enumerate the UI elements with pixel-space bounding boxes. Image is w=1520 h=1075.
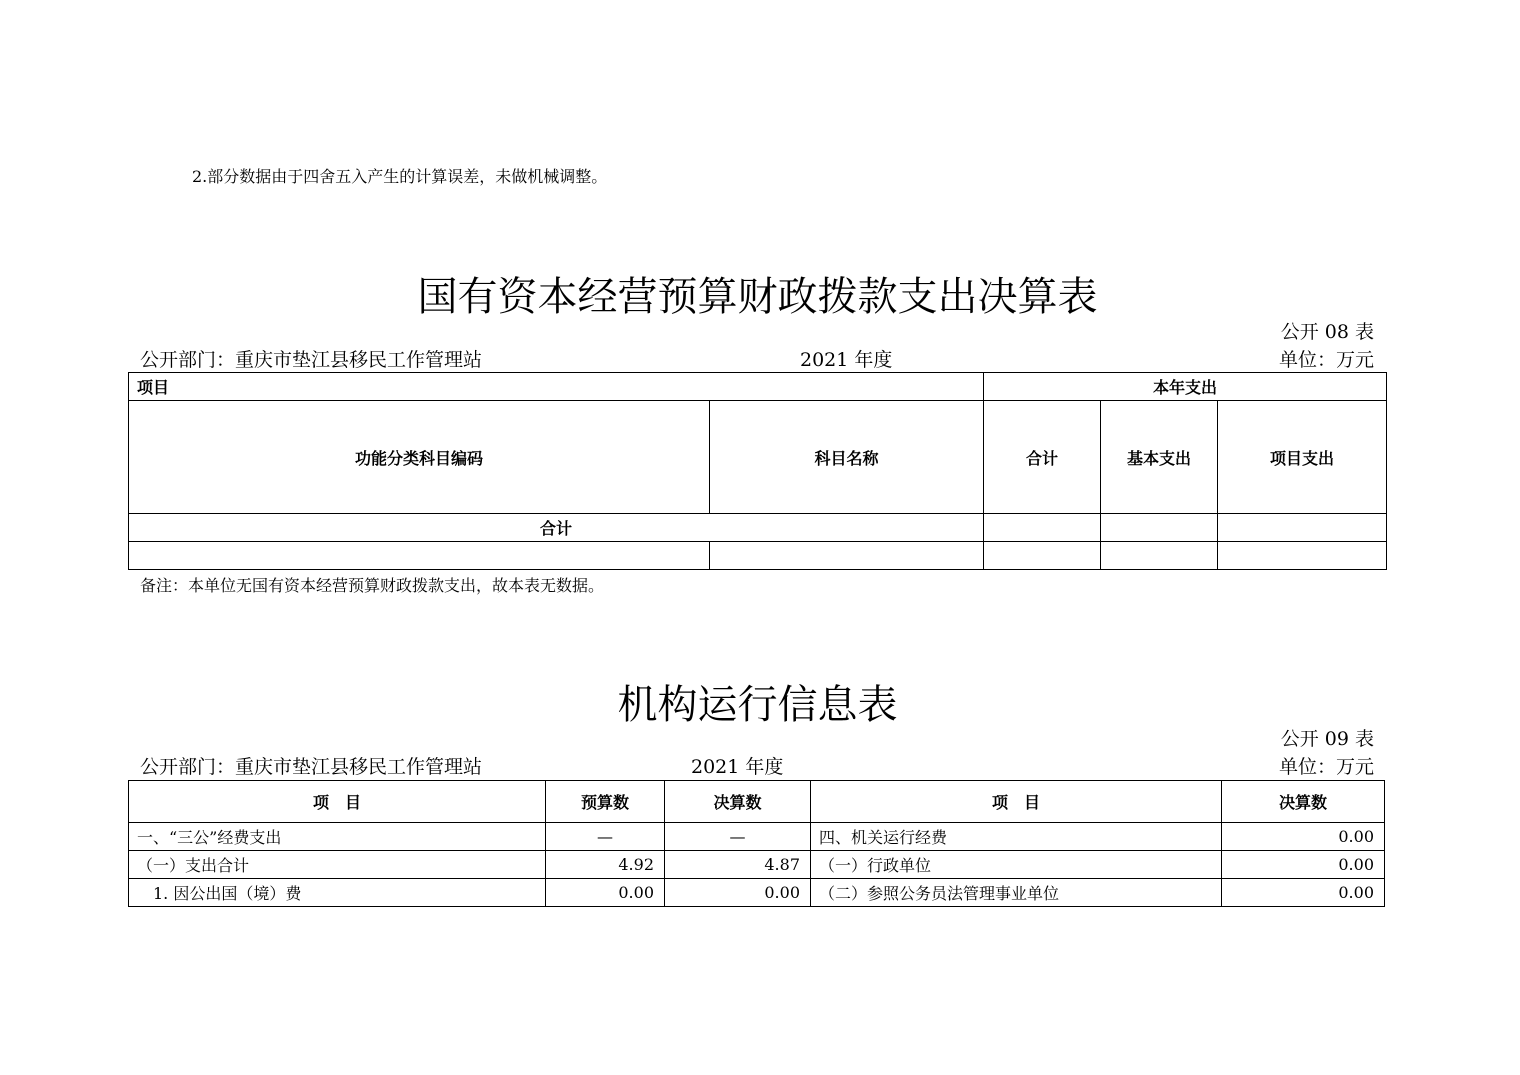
- table09-year: 2021 年度: [691, 756, 784, 778]
- table09-cell: 0.00: [1222, 851, 1385, 879]
- table09-cell: （一）行政单位: [811, 851, 1222, 879]
- table08-title: 国有资本经营预算财政拨款支出决算表: [417, 274, 1098, 320]
- table08-dept: 公开部门：重庆市垫江县移民工作管理站: [140, 349, 483, 371]
- table09-cell: 4.87: [665, 851, 811, 879]
- table08-form-no: 公开 08 表: [1280, 321, 1374, 343]
- table-row: [129, 823, 1385, 851]
- table09-cell: 四、机关运行经费: [811, 823, 1222, 851]
- table08-year: 2021 年度: [800, 349, 893, 371]
- table09-cell: （二）参照公务员法管理事业单位: [811, 879, 1222, 907]
- table09-cell: 4.92: [546, 851, 665, 879]
- table08-header-code: 功能分类科目编码: [129, 401, 710, 514]
- table08-empty-cell: [984, 542, 1101, 570]
- table09-form-no: 公开 09 表: [1280, 728, 1374, 750]
- table08-header-item: 项目: [129, 373, 984, 401]
- table09-cell: （一）支出合计: [129, 851, 546, 879]
- table09-cell: —: [665, 823, 811, 851]
- table09-cell: 一、“三公”经费支出: [129, 823, 546, 851]
- table09-cell: 0.00: [665, 879, 811, 907]
- table08-remark: 备注：本单位无国有资本经营预算财政拨款支出，故本表无数据。: [140, 576, 605, 595]
- table08-empty-cell: [1101, 542, 1218, 570]
- table08-header-current: 本年支出: [984, 373, 1387, 401]
- table09-dept: 公开部门：重庆市垫江县移民工作管理站: [140, 756, 483, 778]
- table08-unit: 单位：万元: [1278, 349, 1374, 371]
- table-row: [129, 851, 1385, 879]
- table09-cell: 0.00: [546, 879, 665, 907]
- table09-header-final2: 决算数: [1222, 781, 1385, 823]
- table08-total-cell: [984, 514, 1101, 542]
- table09-cell: —: [546, 823, 665, 851]
- table09-cell: 1. 因公出国（境）费: [129, 879, 546, 907]
- table08-header-name: 科目名称: [710, 401, 984, 514]
- table08-header-basic: 基本支出: [1101, 401, 1218, 514]
- table08-total-label: 合计: [129, 514, 984, 542]
- table08-header-project: 项目支出: [1218, 401, 1387, 514]
- table09-unit: 单位：万元: [1278, 756, 1374, 778]
- table09-header-budget: 预算数: [546, 781, 665, 823]
- table09-header-item: 项 目: [129, 781, 546, 823]
- table08-empty-cell: [129, 542, 710, 570]
- table08-total-basic-cell: [1101, 514, 1218, 542]
- table08-header-total: 合计: [984, 401, 1101, 514]
- table09-title: 机构运行信息表: [617, 682, 898, 728]
- table09-header-item2: 项 目: [811, 781, 1222, 823]
- table09: [128, 780, 1385, 907]
- table08: [128, 372, 1387, 570]
- table08-empty-cell: [710, 542, 984, 570]
- table09-cell: 0.00: [1222, 879, 1385, 907]
- table09-header-final: 决算数: [665, 781, 811, 823]
- table08-total-project-cell: [1218, 514, 1387, 542]
- table08-empty-cell: [1218, 542, 1387, 570]
- table-row: [129, 879, 1385, 907]
- table09-cell: 0.00: [1222, 823, 1385, 851]
- top-note: 2.部分数据由于四舍五入产生的计算误差，未做机械调整。: [192, 167, 608, 186]
